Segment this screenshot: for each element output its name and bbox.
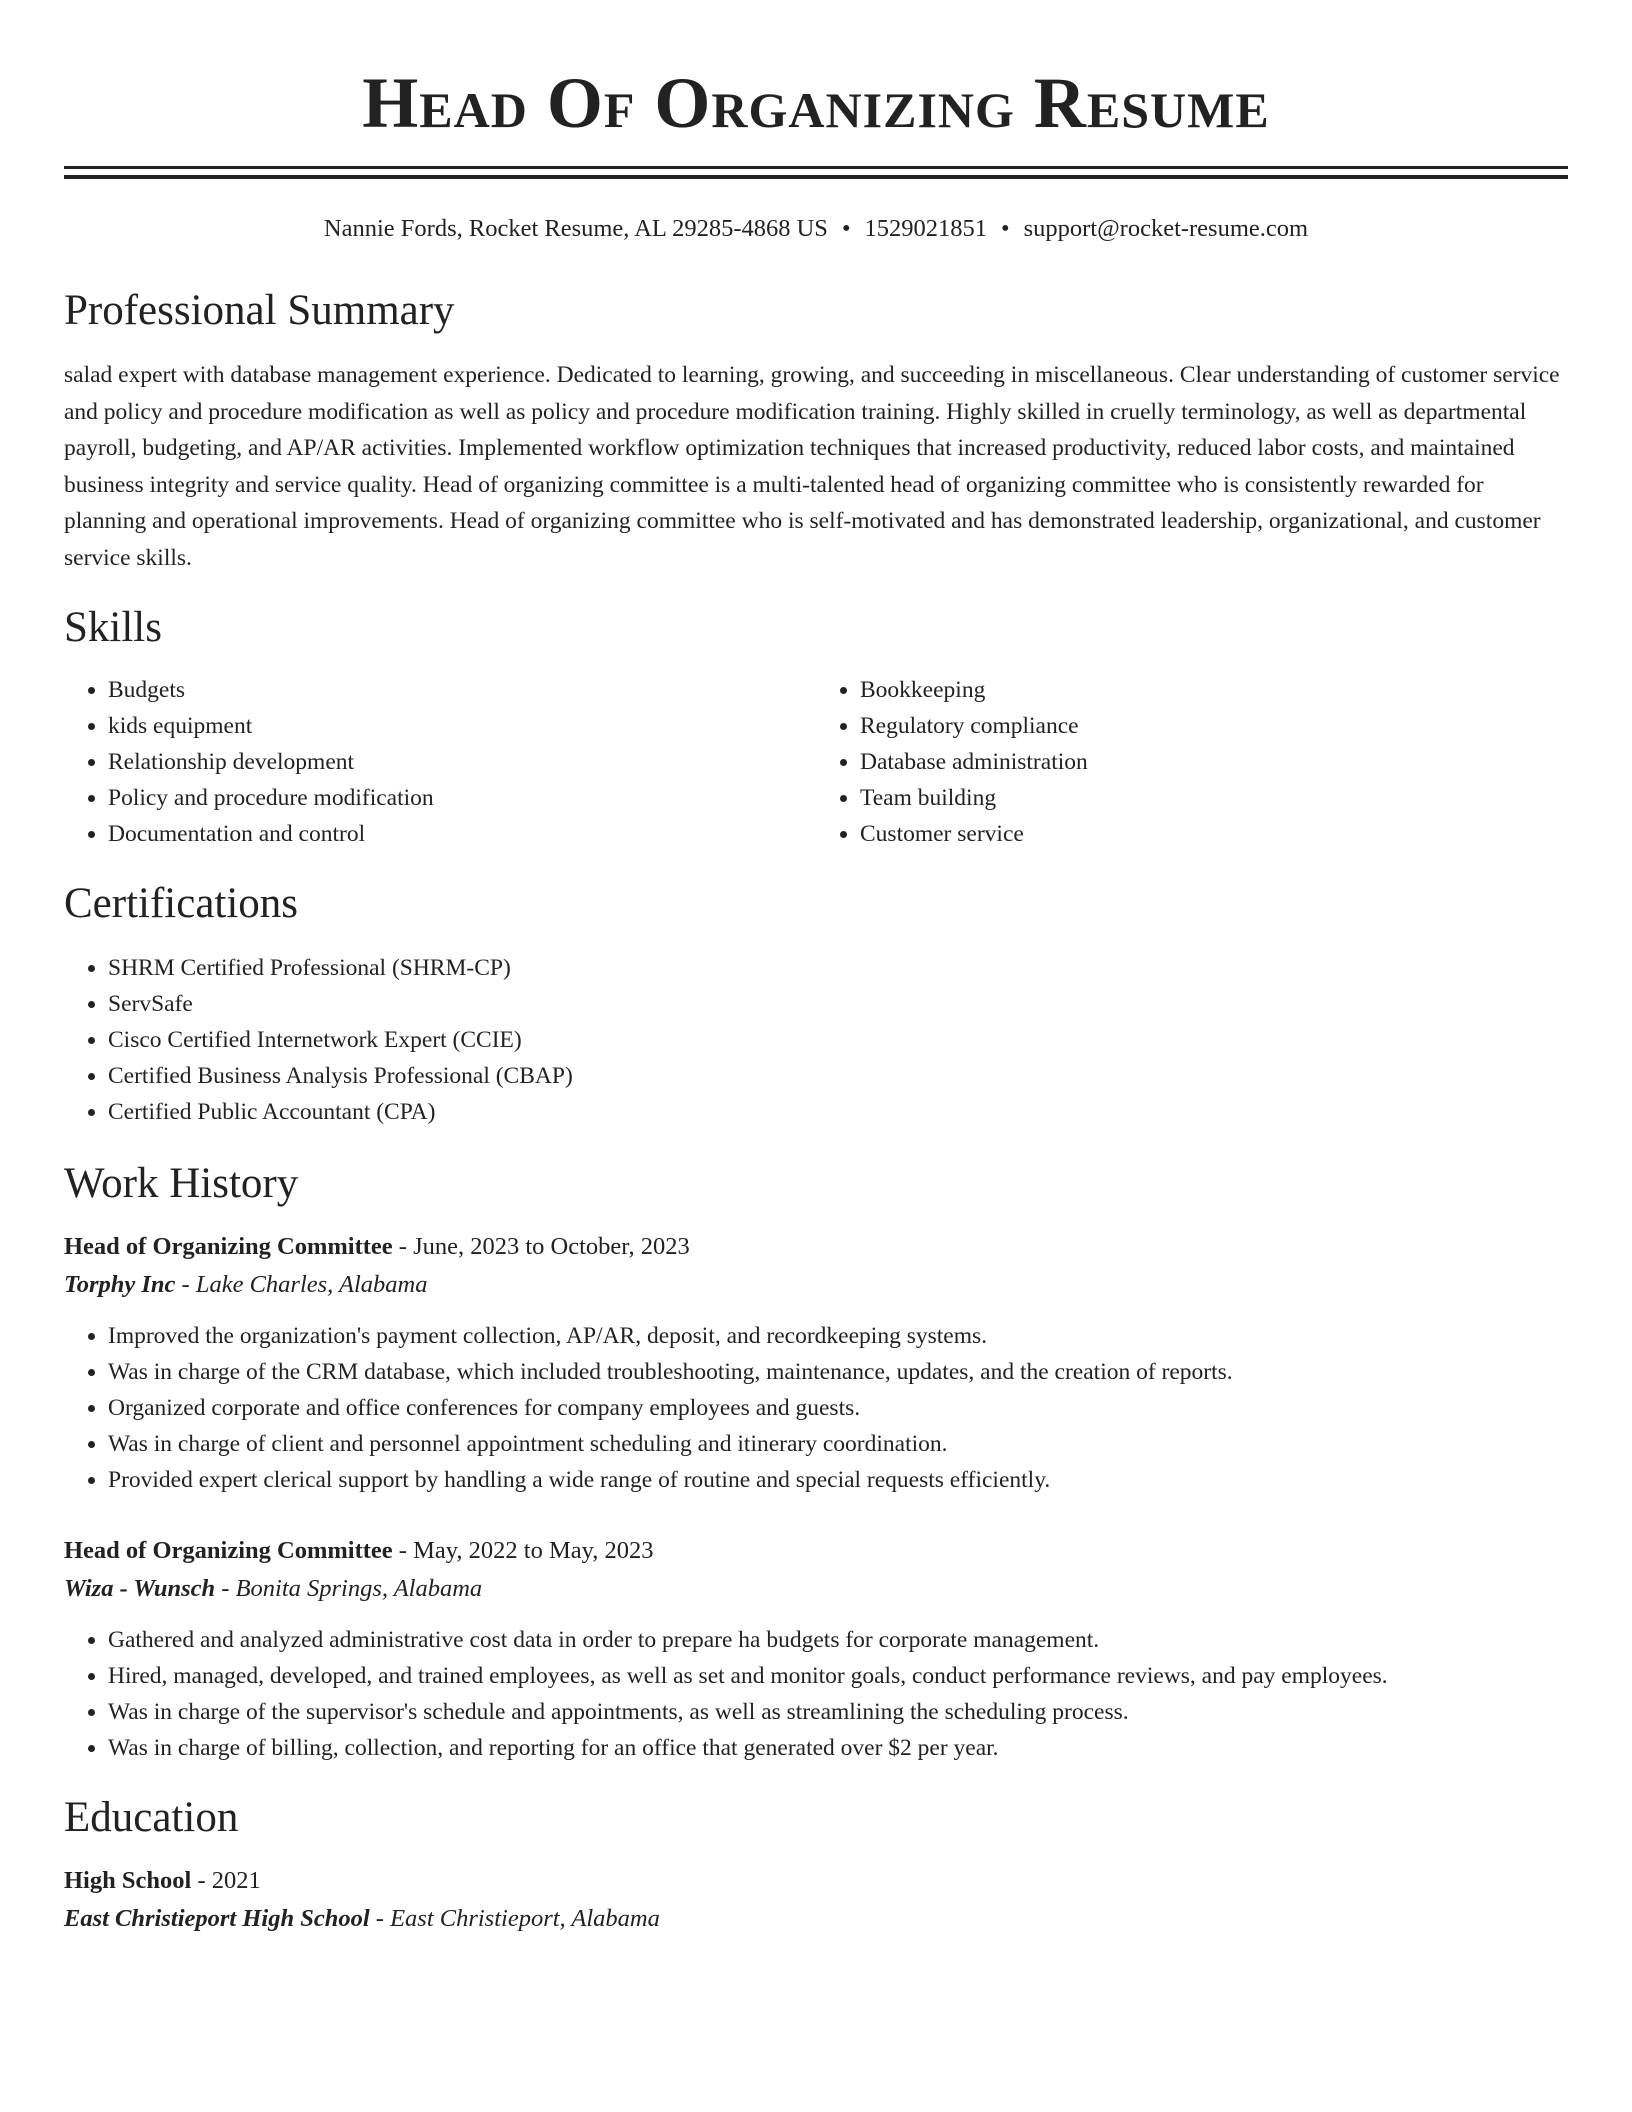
job-bullets <box>64 1318 1568 1498</box>
education-degree: High School <box>64 1867 192 1894</box>
certification-item: • SHRM Certified Professional (SHRM-CP) <box>108 950 1568 986</box>
job-company: Wiza - Wunsch <box>64 1575 216 1602</box>
skill-item: • Customer service <box>860 816 1568 852</box>
job-title: Head of Organizing Committee <box>64 1233 393 1260</box>
resume-title: Head Of Organizing Resume <box>362 63 1270 143</box>
skill-item: • Documentation and control <box>108 816 816 852</box>
contact-email: support@rocket-resume.com <box>1023 215 1309 242</box>
education-school: East Christieport High School <box>64 1905 370 1932</box>
job-dates: - June, 2023 to October, 2023 <box>392 1233 690 1260</box>
skill-item: • Team building <box>860 780 1568 816</box>
job-bullet: • Gathered and analyzed administrative cost data in order to prepare ha budgets for corporate management. <box>108 1622 1568 1658</box>
skills-list <box>64 672 1568 852</box>
certification-item: • Certified Business Analysis Professional (CBAP) <box>108 1058 1568 1094</box>
job-entry <box>64 1532 1568 1766</box>
contact-separator: • <box>841 215 851 242</box>
job-bullet: • Hired, managed, developed, and trained employees, as well as set and monitor goals, conduct performance reviews, and pay employees. <box>108 1658 1568 1694</box>
job-company-line <box>64 1266 1568 1304</box>
title-rule-top <box>64 166 1568 169</box>
certification-item: • Certified Public Accountant (CPA) <box>108 1094 1568 1130</box>
summary-text: salad expert with database management experience. Dedicated to learning, growing, and succeeding in miscellaneous. Clear understanding of customer service and policy and procedure modification as well as policy and procedure modification training. Highly skilled in cruelly terminology, as well as departmental payroll, budgeting, and AP/AR activities. Implemented workflow optimization techniques that increased productivity, reduced labor costs, and maintained business integrity and service quality. Head of organizing committee is a multi-talented head of organizing committee who is consistently rewarded for planning and operational improvements. Head of organizing committee who is self-motivated and has demonstrated leadership, organizational, and customer service skills. <box>64 362 1560 571</box>
skills-column-left <box>64 672 816 852</box>
contact-phone: 1529021851 <box>864 215 988 242</box>
job-bullet: • Was in charge of the CRM database, which included troubleshooting, maintenance, updates, and the creation of reports. <box>108 1354 1568 1390</box>
summary-heading: Professional Summary <box>64 287 455 334</box>
certifications-heading: Certifications <box>64 880 299 927</box>
job-bullet: • Organized corporate and office conferences for company employees and guests. <box>108 1390 1568 1426</box>
job-bullet: • Was in charge of billing, collection, and reporting for an office that generated over $2 per year. <box>108 1730 1568 1766</box>
job-bullet: • Provided expert clerical support by handling a wide range of routine and special requests efficiently. <box>108 1462 1568 1498</box>
job-title-line <box>64 1532 1568 1570</box>
job-dates: - May, 2022 to May, 2023 <box>392 1537 654 1564</box>
job-location: - Lake Charles, Alabama <box>175 1271 428 1298</box>
job-company: Torphy Inc <box>64 1271 176 1298</box>
certifications-list <box>64 950 1568 1130</box>
job-title-line <box>64 1228 1568 1266</box>
skill-item: • Regulatory compliance <box>860 708 1568 744</box>
education-school-line <box>64 1900 1568 1938</box>
skill-item: • Relationship development <box>108 744 816 780</box>
education-location: - East Christieport, Alabama <box>369 1905 660 1932</box>
education-degree-line <box>64 1862 1568 1900</box>
education-heading: Education <box>64 1794 239 1841</box>
skill-item: • Bookkeeping <box>860 672 1568 708</box>
skill-item: • Policy and procedure modification <box>108 780 816 816</box>
job-bullets <box>64 1622 1568 1766</box>
title-rule-bottom <box>64 175 1568 179</box>
certification-item: • Cisco Certified Internetwork Expert (CCIE) <box>108 1022 1568 1058</box>
job-company-line <box>64 1570 1568 1608</box>
work-history-heading: Work History <box>64 1160 299 1207</box>
job-location: - Bonita Springs, Alabama <box>215 1575 483 1602</box>
job-entry <box>64 1228 1568 1498</box>
skills-column-right <box>816 672 1568 852</box>
skill-item: • Budgets <box>108 672 816 708</box>
skill-item: • kids equipment <box>108 708 816 744</box>
certification-item: • ServSafe <box>108 986 1568 1022</box>
job-bullet: • Was in charge of the supervisor's schedule and appointments, as well as streamlining the scheduling process. <box>108 1694 1568 1730</box>
education-year: - 2021 <box>191 1867 261 1894</box>
job-bullet: • Improved the organization's payment collection, AP/AR, deposit, and recordkeeping systems. <box>108 1318 1568 1354</box>
contact-address: Nannie Fords, Rocket Resume, AL 29285-4868 US <box>323 215 828 242</box>
contact-line <box>64 213 1568 245</box>
skills-heading: Skills <box>64 604 162 651</box>
job-bullet: • Was in charge of client and personnel appointment scheduling and itinerary coordination. <box>108 1426 1568 1462</box>
job-title: Head of Organizing Committee <box>64 1537 393 1564</box>
contact-separator: • <box>1001 215 1010 242</box>
skill-item: • Database administration <box>860 744 1568 780</box>
